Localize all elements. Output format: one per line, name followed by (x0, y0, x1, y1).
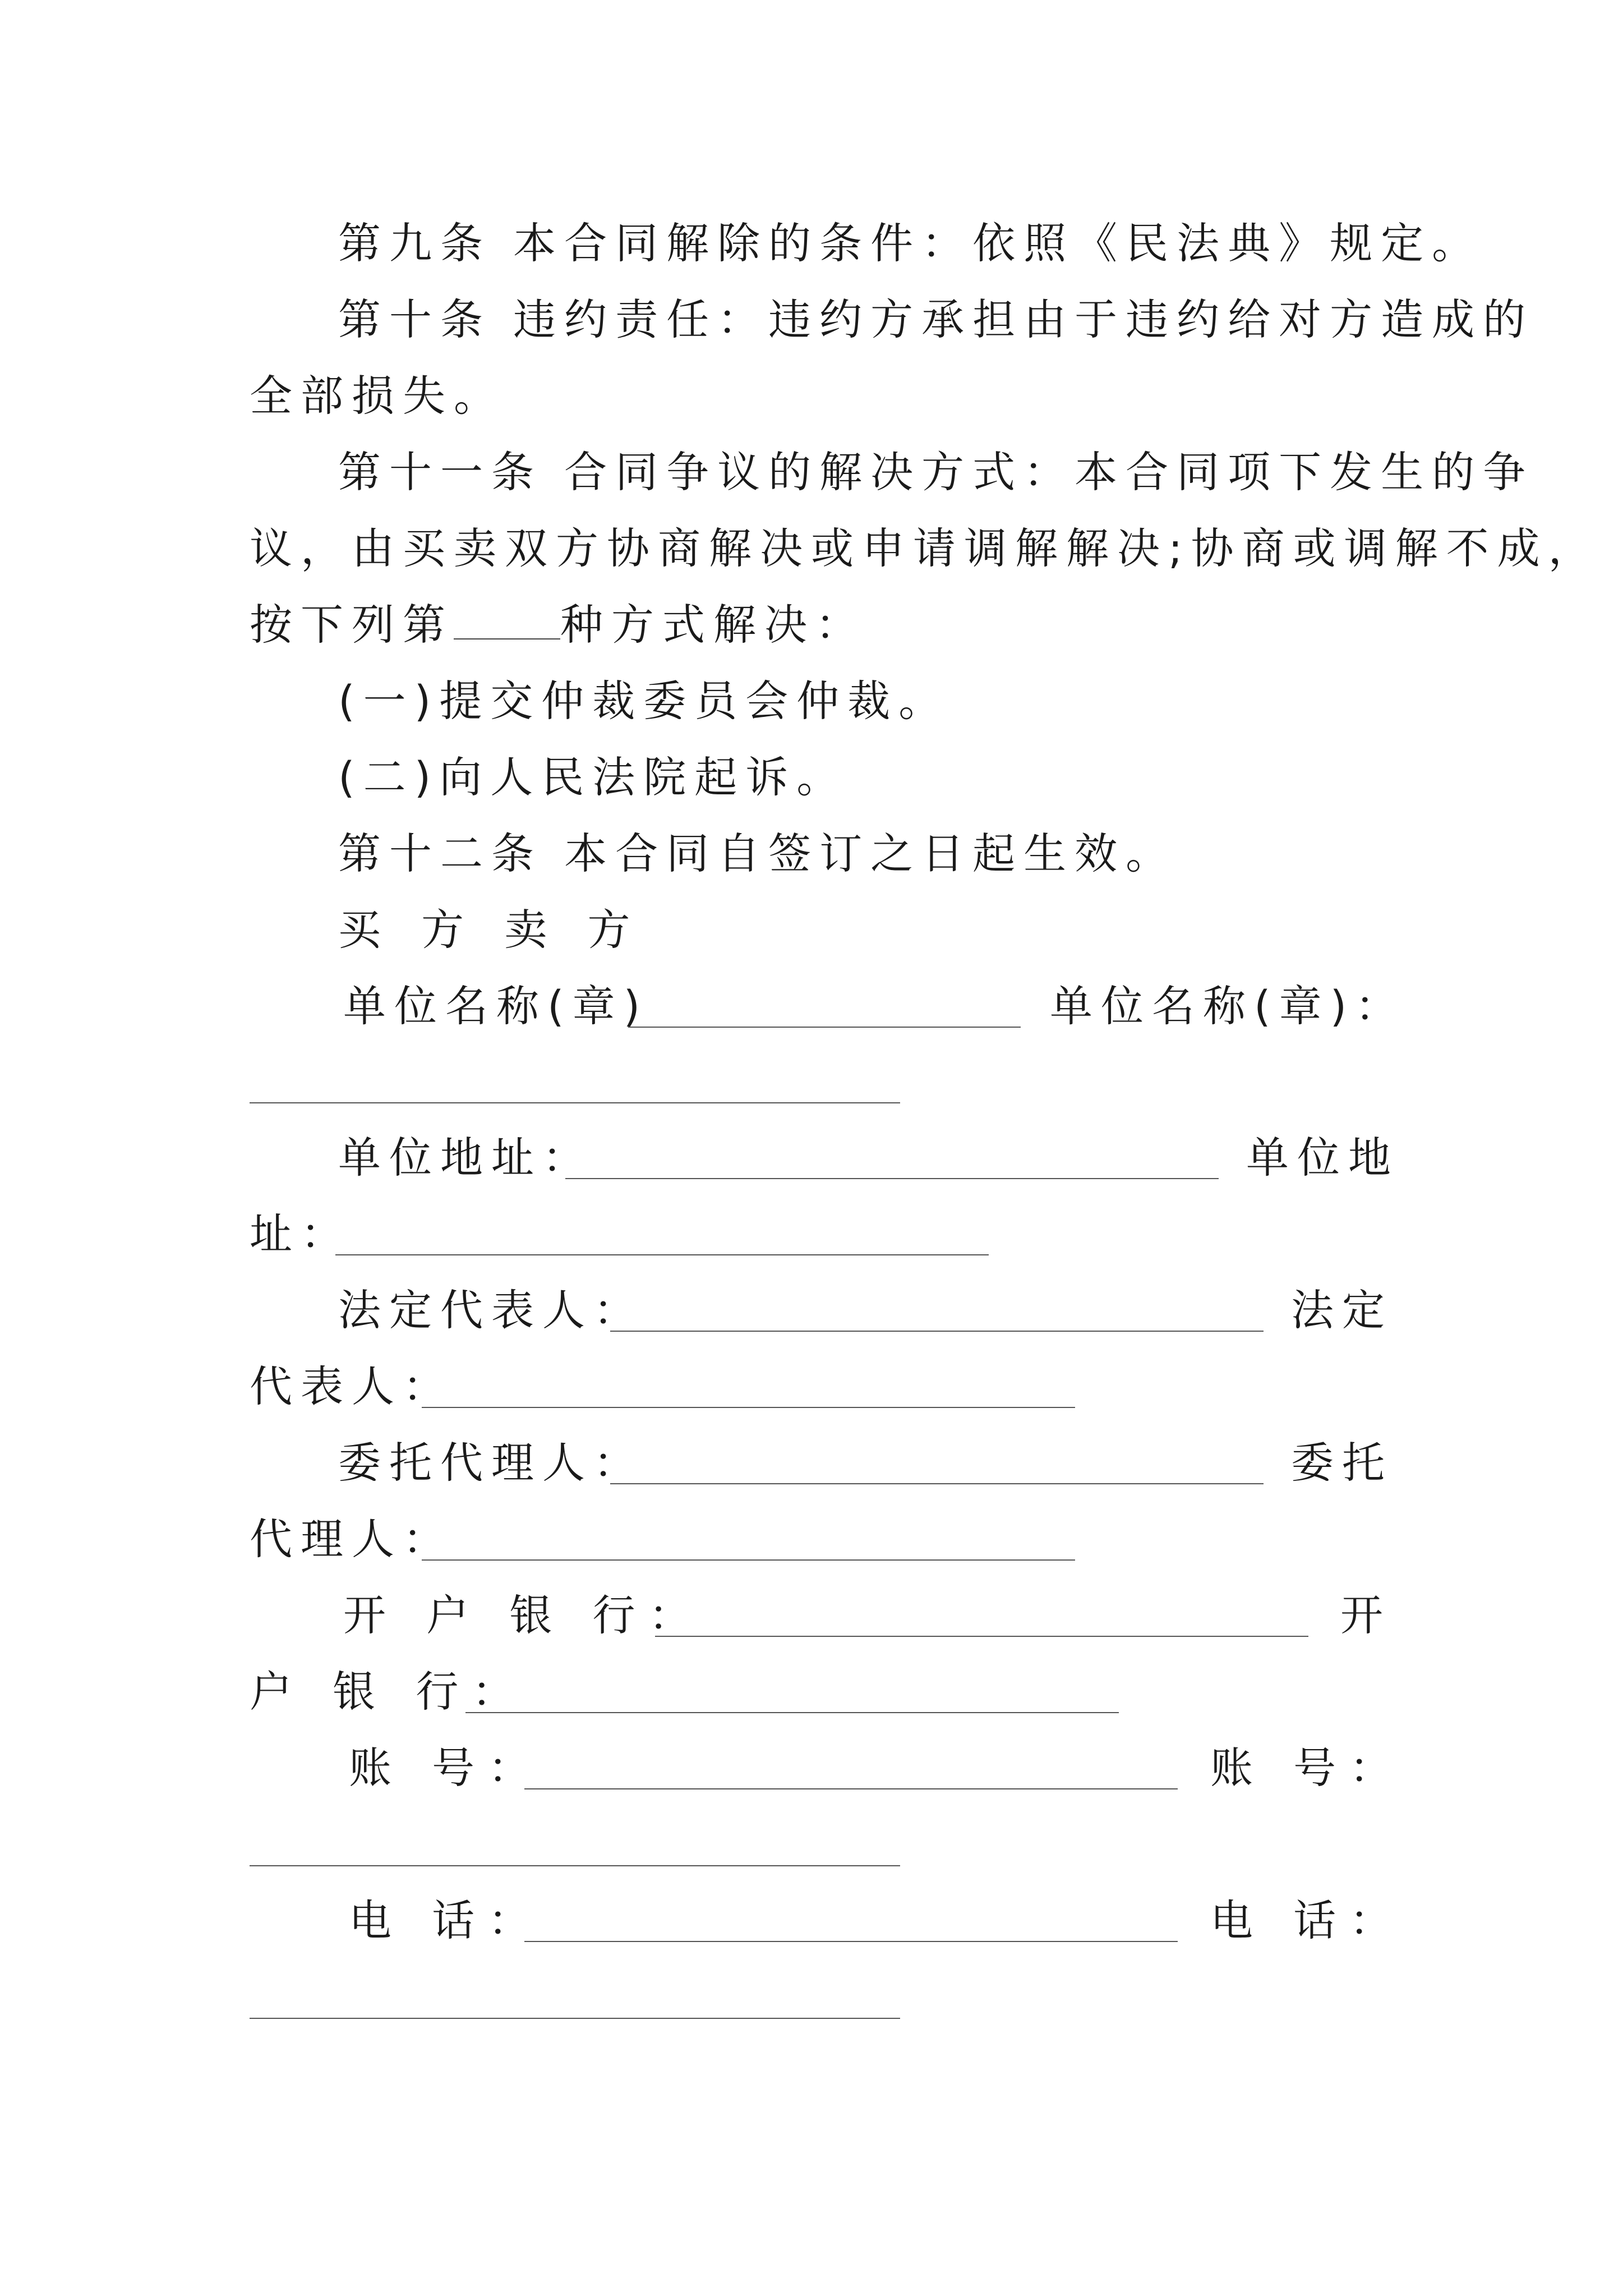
article-11-line-1: 第十一条 合同争议的解决方式：本合同项下发生的争 (338, 447, 1534, 497)
parties-heading: 买 方 卖 方 (338, 905, 644, 955)
buyer-bank-line[interactable] (655, 1636, 1308, 1637)
seller-representative-label-a: 法定 (1291, 1285, 1393, 1335)
article-9: 第九条 本合同解除的条件：依照《民法典》规定。 (338, 218, 1483, 268)
buyer-unit-name-label: 单位名称(章) (343, 981, 649, 1031)
seller-address-label-a: 单位地 (1246, 1133, 1399, 1182)
article-11-suffix: 种方式解决： (560, 600, 866, 650)
article-11-line-3 (250, 600, 866, 650)
buyer-account-label: 账 号： (349, 1743, 545, 1793)
buyer-representative-line[interactable] (610, 1331, 1264, 1332)
seller-representative-line[interactable] (422, 1407, 1075, 1408)
seller-bank-label-b: 户 银 行： (250, 1667, 528, 1717)
option-arbitration: (一)提交仲裁委员会仲裁。 (338, 676, 950, 726)
seller-bank-label-a: 开 (1340, 1590, 1391, 1640)
buyer-account-line[interactable] (524, 1788, 1178, 1789)
seller-phone-label: 电 话： (1210, 1895, 1406, 1945)
article-11-prefix: 按下列第 (250, 600, 454, 650)
article-11-line-2: 议，由买卖双方协商解决或申请调解解决;协商或调解不成， (250, 523, 1599, 573)
seller-address-line[interactable] (335, 1254, 989, 1255)
seller-agent-label-b: 代理人： (250, 1514, 454, 1564)
buyer-representative-label: 法定代表人： (338, 1285, 644, 1335)
option-court: (二)向人民法院起诉。 (338, 752, 848, 802)
seller-agent-label-a: 委托 (1291, 1438, 1393, 1488)
article-10-line-1: 第十条 违约责任：违约方承担由于违约给对方造成的 (338, 295, 1534, 344)
buyer-phone-label: 电 话： (349, 1895, 545, 1945)
seller-unit-name-line[interactable] (250, 1102, 900, 1103)
seller-phone-line[interactable] (250, 2018, 900, 2019)
seller-account-line[interactable] (250, 1865, 900, 1866)
seller-agent-line[interactable] (422, 1559, 1075, 1561)
seller-account-label: 账 号： (1210, 1743, 1406, 1793)
article-10-line-2: 全部损失。 (250, 371, 505, 421)
seller-representative-label-b: 代表人： (250, 1361, 454, 1411)
buyer-phone-line[interactable] (524, 1941, 1178, 1942)
buyer-agent-label: 委托代理人： (338, 1438, 644, 1488)
buyer-address-line[interactable] (565, 1178, 1219, 1179)
buyer-address-label: 单位地址： (338, 1133, 593, 1182)
buyer-unit-name-line[interactable] (628, 1027, 1021, 1028)
article-12: 第十二条 本合同自签订之日起生效。 (338, 829, 1177, 878)
method-number-blank[interactable] (454, 605, 560, 639)
seller-address-label-b: 址： (250, 1209, 352, 1259)
buyer-bank-label: 开 户 银 行： (343, 1590, 705, 1640)
buyer-agent-line[interactable] (610, 1483, 1264, 1484)
seller-unit-name-label: 单位名称(章)： (1050, 981, 1407, 1031)
seller-bank-line[interactable] (465, 1712, 1119, 1713)
